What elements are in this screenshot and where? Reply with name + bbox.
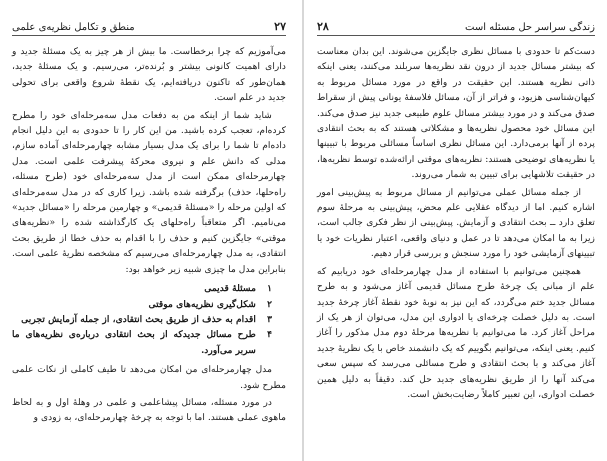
left-page-header	[12, 20, 286, 36]
left-page	[0, 0, 300, 461]
list-item	[12, 327, 272, 358]
left-running-title: منطق و تکامل نظریه‌ی علمی	[12, 22, 135, 33]
right-page-header	[317, 20, 595, 36]
right-paragraph: از جمله مسائل عملی می‌توانیم از مسائل مربوط به پیش‌بینی امور اشاره کنیم. اما از دیدگاه عقلایی علم محض، پیش‌بینی به مرحلهٔ سوم تعلق دارد ــ بحث انتقادی و آزمایش. پیش‌بینی از نظر فکری جالب است، زیرا به ما امکان می‌دهد تا در عمل و دنیای واقعی، اعتبار نظریات خود یا تبیینهای آزمایشی خود را مورد سنجش و بررسی قرار دهیم.	[317, 186, 595, 260]
list-item	[12, 312, 272, 327]
list-item-text: شکل‌گیری نظریه‌های موقتی	[148, 298, 256, 310]
left-paragraph: شاید شما از اینکه من به دفعات مدل سه‌مرحله‌ای خود را مطرح کرده‌ام، تعجب کرده باشید. من این کار را تا حدودی به این دلیل انجام داده‌ام تا شما را برای یک مدل بسیار مشابه چهارمرحله‌ای آماده سازم، مدلی که دانش علم و نیروی محرکهٔ پیشرفت علمی است. مدل چهارمرحله‌ای ممکن است از مدل سه‌مرحله‌ای خود (طرح مسئله، راه‌حلها، حذف) برگرفته شده باشد. زیرا کاری که در مدل سه‌مرحله‌ای که اولین مرحله را «مسئلهٔ قدیمی» و چهارمین مرحله را «مسائل جدید» می‌نامیم. اگر متعاقباً راه‌حلهای یک کارگذاشته شده را «نظریه‌های موقتی» جایگزین کنیم و حذف را با اقدام به حذف خطا از طریق بحث انتقادی، به مدل چهارمرحله‌ای می‌رسیم که مشخصه نظریهٔ علمی است. بنابراین مدل ما چیزی شبیه زیر خواهد بود:	[12, 109, 286, 275]
list-item	[12, 281, 272, 296]
right-page-number: ۲۸	[317, 20, 329, 33]
list-item-number: ۳	[267, 313, 272, 325]
left-closing-paragraph: در مورد مسئله، مسائل پیشاعلمی و علمی در وهلهٔ اول و به لحاظ ماهوی عملی هستند. اما با توجه به چرخهٔ چهارمرحله‌ای، به زودی و	[12, 396, 286, 424]
left-page-number: ۲۷	[274, 20, 286, 33]
list-item-text: اقدام به حذف از طریق بحث انتقادی، از جمله آزمایش تجربی	[21, 313, 256, 325]
list-item	[12, 297, 272, 312]
right-page	[307, 0, 607, 461]
list-item-number: ۴	[267, 329, 272, 341]
right-running-title: زندگی سراسر حل مسئله است	[465, 22, 595, 33]
list-item-number: ۱	[267, 283, 272, 295]
list-item-text: مسئلهٔ قدیمی	[204, 283, 256, 295]
right-paragraph: دست‌کم تا حدودی با مسائل نظری جایگزین می‌شوند. این بدان معناست که بیشتر مسائل جدید از درون نقد نظریه‌ها سربلند می‌کنند، یعنی اینکه ذاتی نظریه هستند. این حقیقت در واقع در مورد مسائل مربوط به کیهان‌شناسی هزیود، و فراتر از آن، مسائل فلاسفهٔ یونانی پیش از سقراط صدق می‌کند و در مورد بیشتر مسائل علوم طبیعی جدید نیز صدق می‌کند. این مسائل خود محصول نظریه‌ها و مشکلاتی هستند که به بحث انتقادی پرده از آنها برمی‌دارد. این مسائل نظری اساساً مسائلی مربوط با تبیینها یا نظریه‌های توضیحی هستند: نظریه‌های موقتی ارائه‌شده توسط نظریه‌ها، در حقیقت تلاشهایی برای تبیین به شمار می‌روند.	[317, 46, 595, 181]
four-stage-model-list	[12, 281, 286, 358]
book-gutter	[302, 0, 304, 461]
list-item-number: ۲	[267, 298, 272, 310]
left-closing-paragraph: مدل چهارمرحله‌ای من امکان می‌دهد تا طیف کاملی از نکات علمی مطرح شود.	[12, 364, 286, 391]
left-intro-paragraph: می‌آموزیم که چرا برخطاست. ما بیش از هر چیز به یک مسئلهٔ جدید و دارای اهمیت کانونی بیشتر و بُرنده‌تر، می‌رسیم. و یک مسئلهٔ جدید، همان‌طور که تاکنون دریافته‌ایم، یک نقطهٔ شروع واقعی برای تحولی جدید در علم است.	[12, 46, 286, 104]
list-item-text: طرح مسائل جدیدکه از بحث انتقادی درباره‌ی نظریه‌های ما سربر می‌آورد.	[12, 329, 256, 356]
right-paragraph: همچنین می‌توانیم با استفاده از مدل چهارمرحله‌ای خود دریابیم که علم از مبانی یک چرخهٔ طرح مسائل قدیمی آغاز می‌شود و به طرح مسائل جدید ختم می‌گردد، که این نیز به نوبهٔ خود نقطهٔ آغاز چرخهٔ جدید است. به دلیل خصلت چرخه‌ای یا ادواری این مدل، می‌توان از هر یک از مراحل آغاز کرد. ما می‌توانیم با نظریه‌ها مرحلهٔ دوم مدل مذکور را آغاز کنیم. یعنی اینکه، می‌توانیم بگوییم که یک دانشمند خاص با یک نظریهٔ جدید آغاز می‌کند و با بحث انتقادی و طرح مسائلی می‌رسد که سپس سعی می‌کند آنها را از طریق نظریه‌های جدید حل کند. دقیقاً به دلیل همین خصلت ادواری، این تعبیر کاملاً رضایت‌بخش است.	[317, 265, 595, 400]
